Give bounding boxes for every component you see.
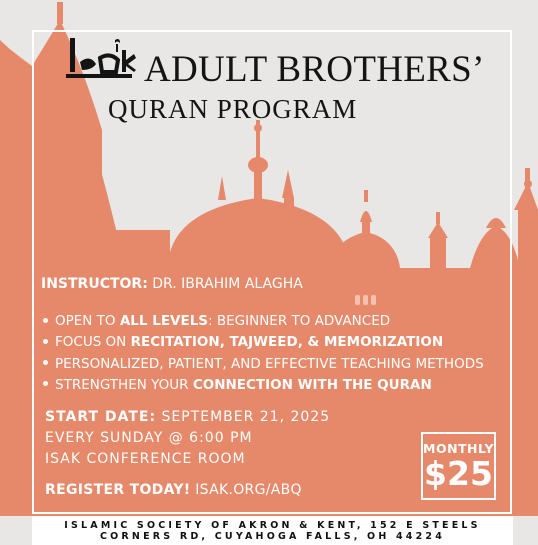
instructor-label: INSTRUCTOR: (41, 276, 148, 292)
schedule-details (45, 407, 330, 470)
feature-item: STRENGTHEN YOUR CONNECTION WITH THE QURAN (43, 375, 484, 396)
feature-item: FOCUS ON RECITATION, TAJWEED, & MEMORIZATION (43, 332, 484, 353)
address-line-1: ISLAMIC SOCIETY OF AKRON & KENT, 152 E STEELS (64, 520, 481, 531)
bullet-dot-icon (43, 360, 48, 365)
schedule-line: EVERY SUNDAY @ 6:00 PM (45, 430, 253, 446)
bullet-dot-icon (43, 339, 48, 344)
register-label: REGISTER TODAY! (45, 482, 191, 498)
location-line: ISAK CONFERENCE ROOM (45, 451, 246, 467)
instructor-name: DR. IBRAHIM ALAGHA (152, 276, 303, 292)
feature-item: OPEN TO ALL LEVELS: BEGINNER TO ADVANCED (43, 311, 484, 332)
title-adult-brothers: ADULT BROTHERS’ (144, 49, 485, 90)
feature-item: PERSONALIZED, PATIENT, AND EFFECTIVE TEACHING METHODS (43, 354, 484, 375)
title-quran-program: QURAN PROGRAM (108, 94, 358, 124)
price-box (421, 432, 496, 500)
bullet-dot-icon (43, 318, 48, 323)
register-line[interactable] (45, 482, 302, 498)
price-label: MONTHLY (423, 441, 495, 456)
price-amount: $25 (424, 454, 493, 493)
isak-logo (66, 36, 138, 80)
register-url[interactable]: ISAK.ORG/ABQ (195, 482, 302, 498)
start-date-line: START DATE: SEPTEMBER 21, 2025 (45, 409, 331, 425)
bullet-dot-icon (43, 381, 48, 386)
address-line-2: CORNERS RD, CUYAHOGA FALLS, OH 44224 (99, 531, 446, 542)
instructor-line (41, 276, 303, 292)
feature-list (43, 311, 484, 396)
footer-address (32, 516, 513, 545)
